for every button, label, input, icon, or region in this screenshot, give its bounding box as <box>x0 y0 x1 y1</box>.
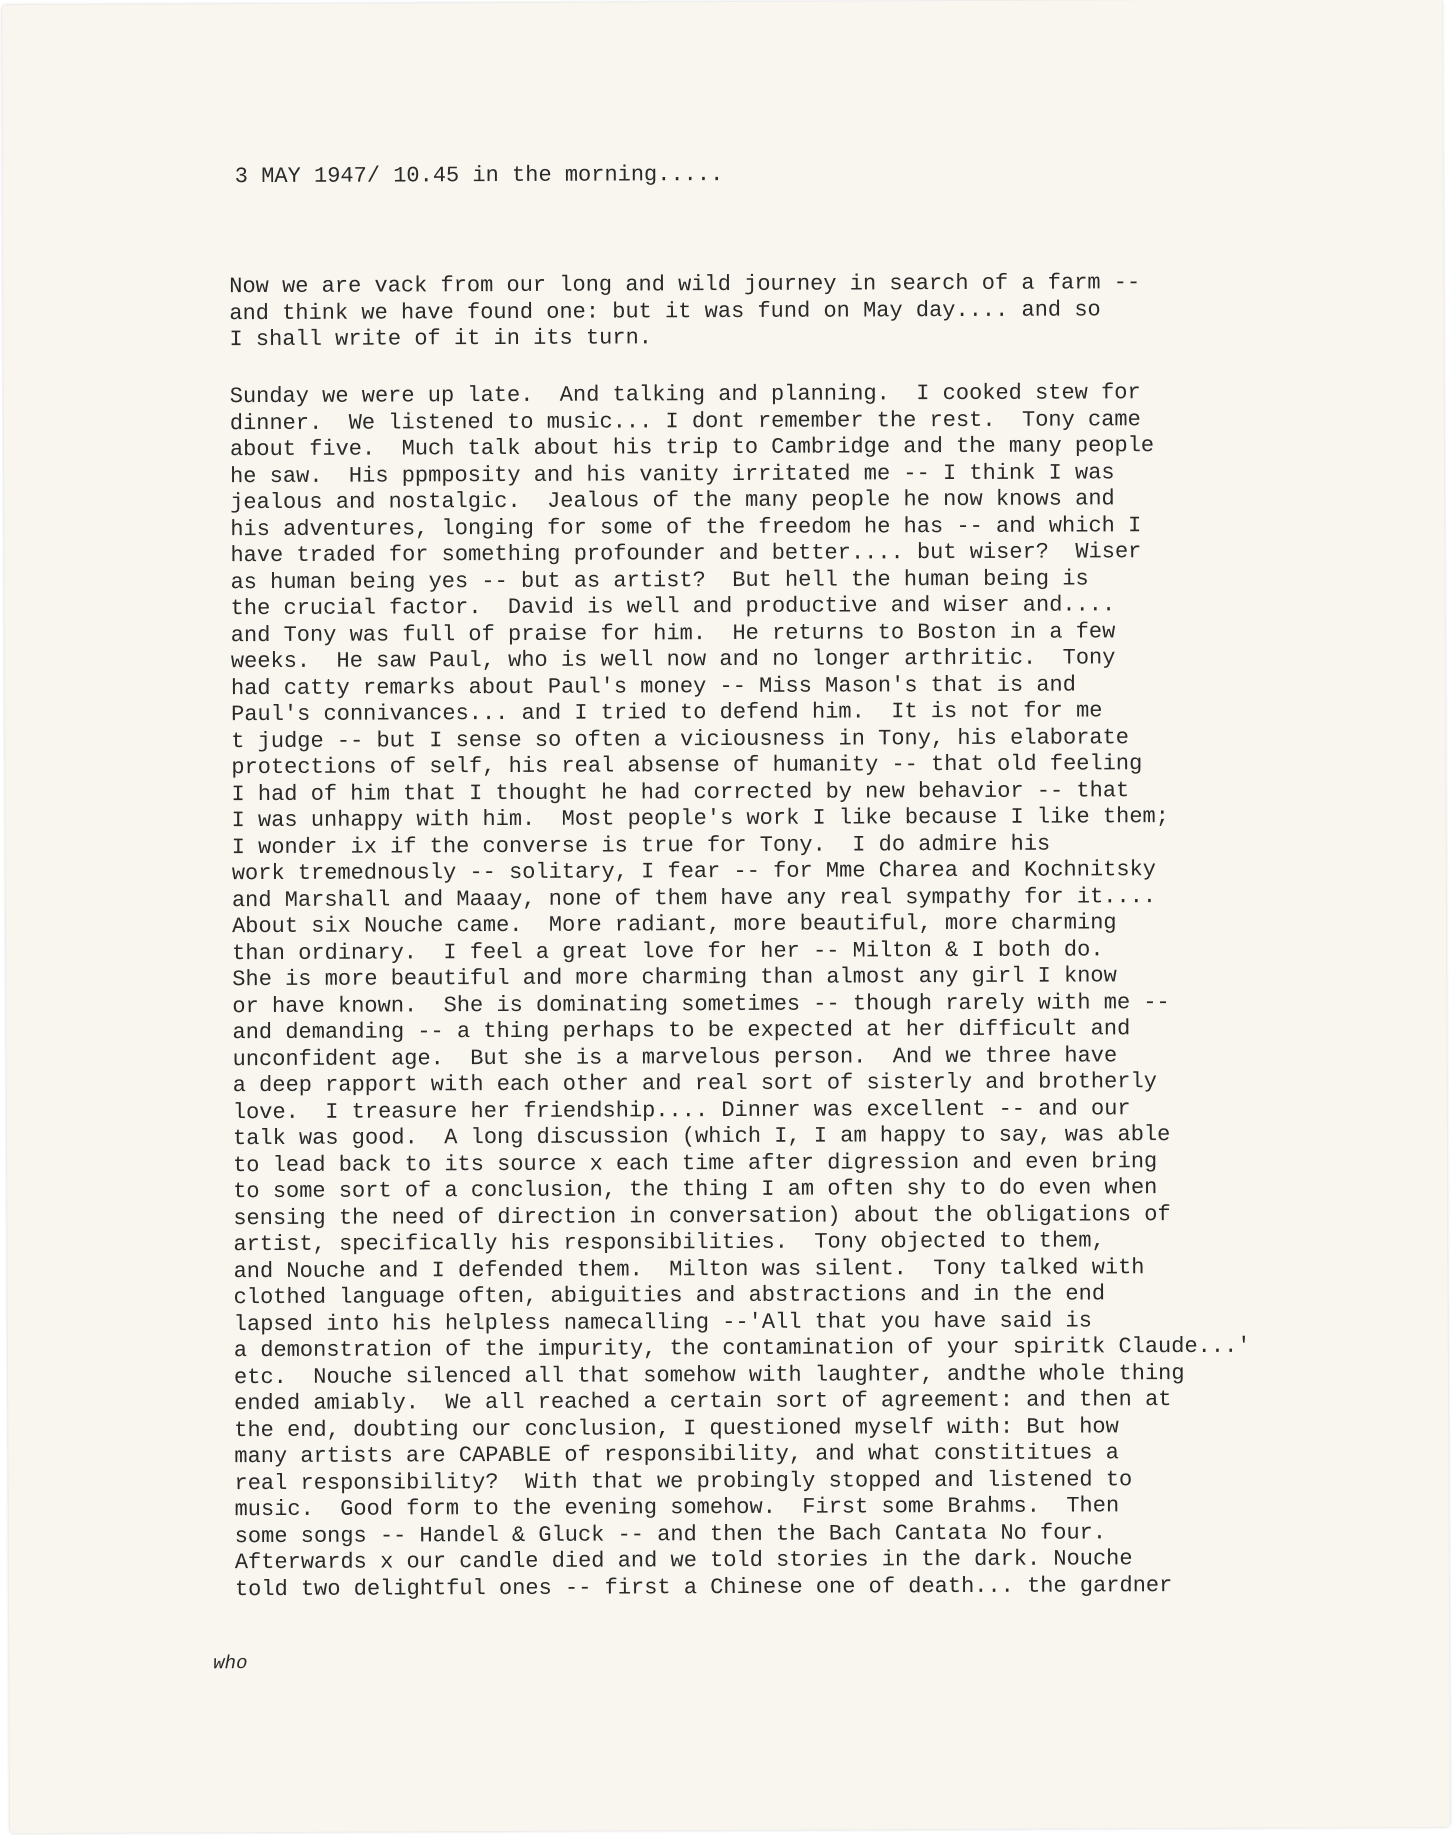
text-line: weeks. He saw Paul, who is well now and no longer arthritic. Tony <box>230 645 1116 675</box>
text-line: have traded for something profounder and better.... but wiser? Wiser <box>230 539 1142 569</box>
text-line: sensing the need of direction in conversation) about the obligations of <box>233 1201 1171 1231</box>
text-line: ended amiably. We all reached a certain sort of agreement: and then at <box>234 1387 1172 1417</box>
text-line: I had of him that I thought he had corrected by new behavior -- that <box>231 777 1130 807</box>
text-line: Paul's connivances... and I tried to defend him. It is not for me <box>231 698 1103 728</box>
text-line: lapsed into his helpless namecalling --'All that you have said is <box>233 1307 1092 1337</box>
text-line: Sunday we were up late. And talking and planning. I cooked stew for <box>229 380 1141 410</box>
paragraph-sunday-evening <box>230 380 1252 1603</box>
text-line: and Marshall and Maaay, none of them have any real sympathy for it.... <box>231 883 1157 913</box>
text-line: About six Nouche came. More radiant, more beautiful, more charming <box>231 910 1117 940</box>
text-line: jealous and nostalgic. Jealous of the many people he now knows and <box>230 486 1115 516</box>
text-line: or have known. She is dominating sometimes -- though rarely with me -- <box>232 989 1170 1019</box>
text-line: the crucial factor. David is well and productive and wiser and.... <box>230 592 1116 622</box>
text-line: his adventures, longing for some of the freedom he has -- and which I <box>230 512 1142 542</box>
text-line: a demonstration of the impurity, the contamination of your spiritk Claude...' <box>233 1333 1251 1364</box>
text-line: real responsibility? With that we probingly stopped and listened to <box>234 1466 1133 1496</box>
text-line: t judge -- but I sense so often a viciousness in Tony, his elaborate <box>231 724 1130 754</box>
text-line: than ordinary. I feel a great love for her -- Milton & I both do. <box>232 936 1104 966</box>
text-line: talk was good. A long discussion (which I, I am happy to say, was able <box>232 1122 1171 1152</box>
text-line: Now we are vack from our long and wild journey in search of a farm -- <box>229 270 1141 300</box>
text-line: music. Good form to the evening somehow. First some Brahms. Then <box>234 1493 1120 1523</box>
text-line: work tremednously -- solitary, I fear -- for Mme Charea and Kochnitsky <box>231 857 1157 887</box>
text-line: he saw. His ppmposity and his vanity irritated me -- I think I was <box>230 459 1115 489</box>
text-line: many artists are CAPABLE of responsibility, and what constititues a <box>234 1440 1119 1470</box>
text-line: as human being yes -- but as artist? But hell the human being is <box>230 565 1089 595</box>
text-line: and demanding -- a thing perhaps to be expected at her difficult and <box>232 1016 1131 1046</box>
text-line: I wonder ix if the converse is true for Tony. I do admire his <box>231 831 1051 860</box>
text-line: I shall write of it in its turn. <box>229 325 652 353</box>
text-line: protections of self, his real absense of humanity -- that old feeling <box>231 751 1143 781</box>
paragraph-return-journey <box>229 270 1140 353</box>
text-line: the end, doubting our conclusion, I questioned myself with: But how <box>234 1413 1119 1443</box>
text-line: She is more beautiful and more charming than almost any girl I know <box>232 963 1117 993</box>
text-line: Afterwards x our candle died and we told stories in the dark. Nouche <box>234 1546 1133 1576</box>
text-line: etc. Nouche silenced all that somehow with laughter, andthe whole thing <box>233 1360 1185 1390</box>
text-line: love. I treasure her friendship.... Dinner was excellent -- and our <box>232 1095 1131 1125</box>
date-heading: 3 MAY 1947/ 10.45 in the morning..... <box>234 162 724 190</box>
text-line: I was unhappy with him. Most people's work I like because I like them; <box>231 804 1169 834</box>
text-line: to some sort of a conclusion, the thing I am often shy to do even when <box>233 1175 1158 1205</box>
text-line: artist, specifically his responsibilities. Tony objected to them, <box>233 1228 1105 1258</box>
text-line: and think we have found one: but it was fund on May day.... and so <box>229 296 1101 326</box>
text-line: some songs -- Handel & Gluck -- and then the Bach Cantata No four. <box>234 1519 1107 1549</box>
text-line: had catty remarks about Paul's money -- Miss Mason's that is and <box>230 671 1076 701</box>
text-line: unconfident age. But she is a marvelous person. And we three have <box>232 1042 1118 1072</box>
text-line: a deep rapport with each other and real sort of sisterly and brotherly <box>232 1069 1157 1099</box>
handwritten-insertion: who <box>213 1652 248 1675</box>
text-line: told two delightful ones -- first a Chinese one of death... the gardner <box>234 1572 1173 1602</box>
text-line: about five. Much talk about his trip to Cambridge and the many people <box>229 433 1155 463</box>
text-line: to lead back to its source x each time after digression and even bring <box>233 1148 1158 1178</box>
text-line: and Nouche and I defended them. Milton was silent. Tony talked with <box>233 1254 1145 1284</box>
text-line: dinner. We listened to music... I dont remember the rest. Tony came <box>229 406 1141 436</box>
text-line: and Tony was full of praise for him. He returns to Boston in a few <box>230 618 1116 648</box>
typewritten-page <box>2 0 1450 1833</box>
text-line: clothed language often, abiguities and abstractions and in the end <box>233 1281 1106 1311</box>
